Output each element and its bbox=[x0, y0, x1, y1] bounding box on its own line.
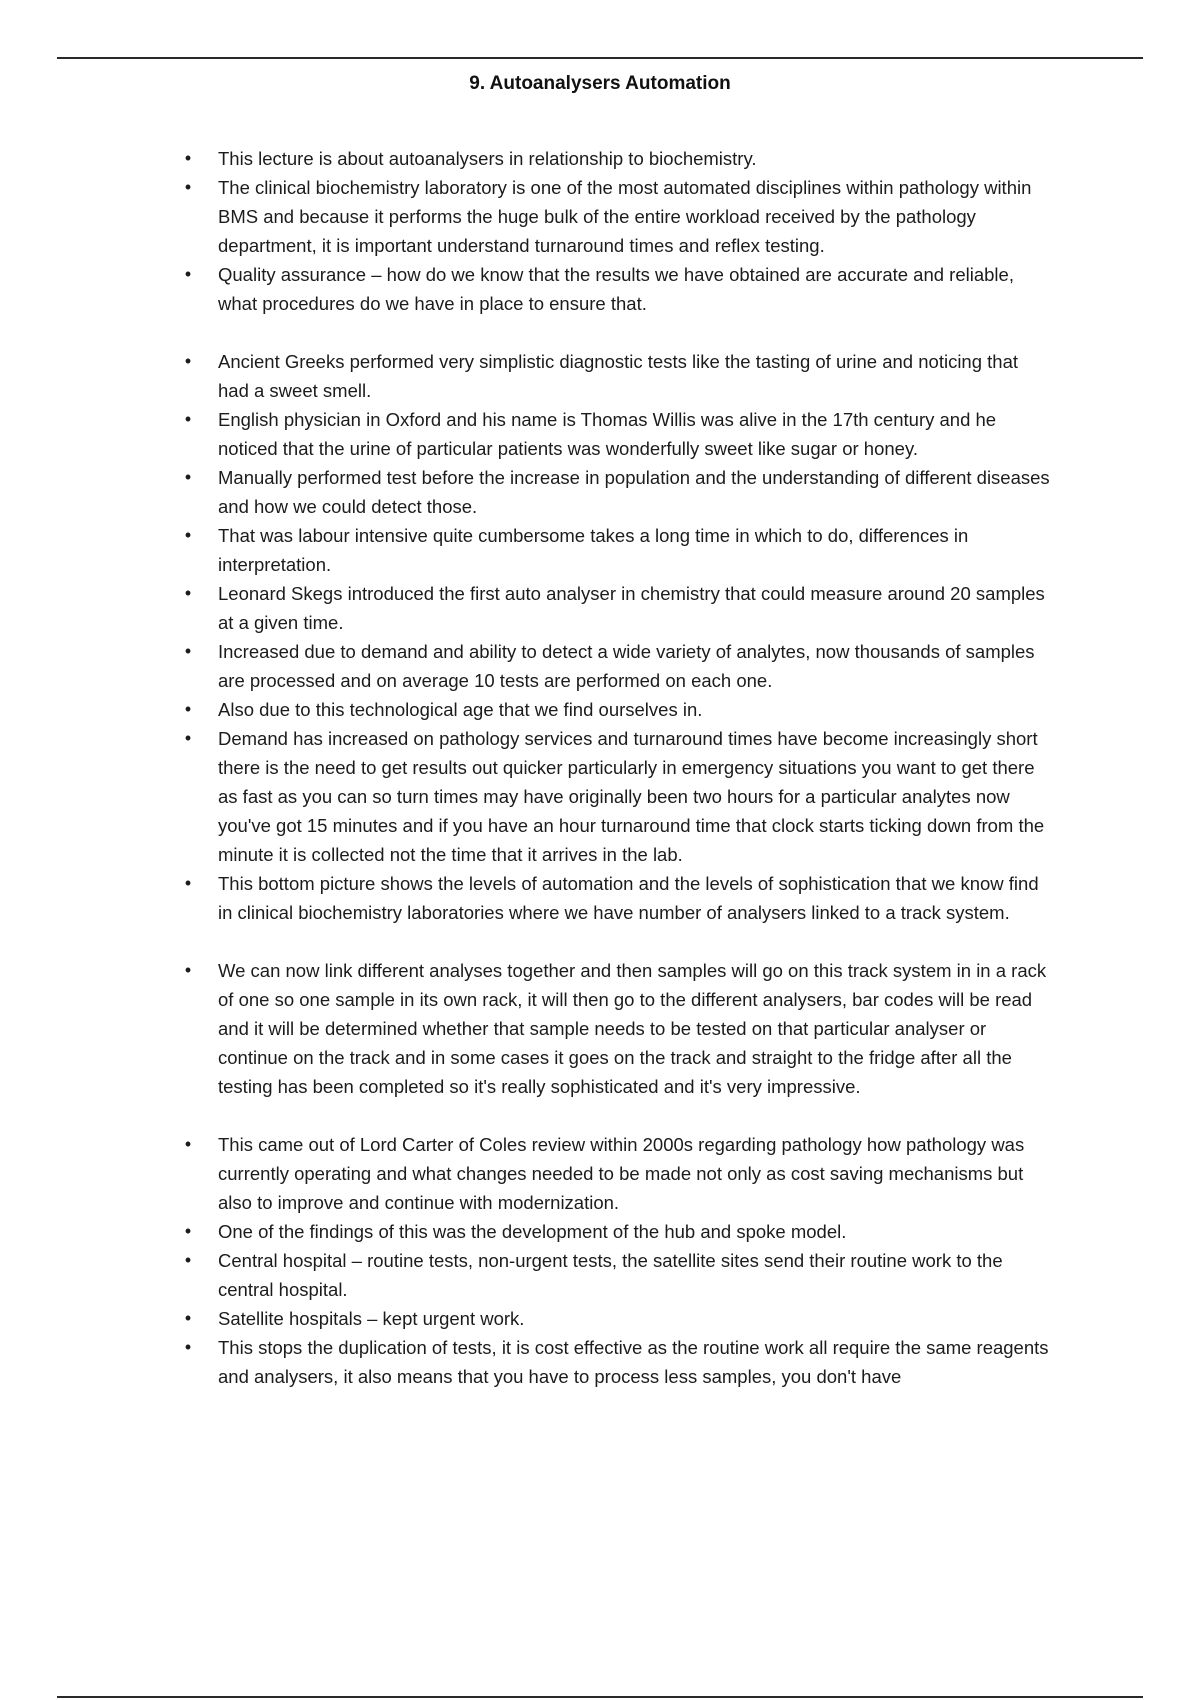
list-item-text: Manually performed test before the increase in population and the understanding of different diseases and how we could detect those. bbox=[218, 467, 1050, 517]
bullet-icon: • bbox=[184, 960, 192, 980]
list-item-text: This bottom picture shows the levels of automation and the levels of sophistication that we know find in clinical biochemistry laboratories where we have number of analysers linked to a track system. bbox=[218, 873, 1039, 923]
list-item-text: Demand has increased on pathology services and turnaround times have become increasingly short there is the need to get results out quicker particularly in emergency situations you want to get there as fast as you can so turn times may have originally been two hours for a particular analytes now you've got 15 minutes and if you have an hour turnaround time that clock starts ticking down from the minute it is collected not the time that it arrives in the lab. bbox=[218, 728, 1045, 865]
list-item bbox=[0, 144, 1053, 173]
list-item bbox=[0, 637, 1053, 695]
bullet-icon: • bbox=[184, 351, 192, 371]
list-item bbox=[0, 173, 1053, 260]
bullet-icon: • bbox=[184, 264, 192, 284]
list-item-text: Leonard Skegs introduced the first auto analyser in chemistry that could measure around 20 samples at a given time. bbox=[218, 583, 1045, 633]
bullet-icon: • bbox=[184, 1308, 192, 1328]
list-item-text: Central hospital – routine tests, non-urgent tests, the satellite sites send their routine work to the central hospital. bbox=[218, 1250, 1003, 1300]
bullet-group bbox=[0, 347, 1200, 927]
bullet-icon: • bbox=[184, 699, 192, 719]
bottom-rule bbox=[57, 1696, 1143, 1698]
bullet-icon: • bbox=[184, 728, 192, 748]
bullet-icon: • bbox=[184, 177, 192, 197]
bullet-icon: • bbox=[184, 1134, 192, 1154]
list-item-text: Increased due to demand and ability to detect a wide variety of analytes, now thousands of samples are processed and on average 10 tests are performed on each one. bbox=[218, 641, 1035, 691]
bullet-group bbox=[0, 144, 1200, 318]
list-item bbox=[0, 579, 1053, 637]
list-item bbox=[0, 1130, 1053, 1217]
list-item bbox=[0, 956, 1053, 1101]
document-body bbox=[0, 144, 1200, 1420]
list-item-text: English physician in Oxford and his name is Thomas Willis was alive in the 17th century and he noticed that the urine of particular patients was wonderfully sweet like sugar or honey. bbox=[218, 409, 997, 459]
list-item-text: We can now link different analyses together and then samples will go on this track system in in a rack of one so one sample in its own rack, it will then go to the different analysers, bar codes will be read and it will be determined whether that sample needs to be tested on that particular analyser or continue on the track and in some cases it goes on the track and straight to the fridge after all the testing has been completed so it's really sophisticated and it's very impressive. bbox=[218, 960, 1047, 1097]
list-item bbox=[0, 1304, 1053, 1333]
list-item bbox=[0, 463, 1053, 521]
list-item bbox=[0, 521, 1053, 579]
bullet-icon: • bbox=[184, 409, 192, 429]
list-item-text: The clinical biochemistry laboratory is one of the most automated disciplines within pathology within BMS and because it performs the huge bulk of the entire workload received by the pathology department, it is important understand turnaround times and reflex testing. bbox=[218, 177, 1032, 256]
list-item bbox=[0, 260, 1053, 318]
list-item-text: This came out of Lord Carter of Coles review within 2000s regarding pathology how pathology was currently operating and what changes needed to be made not only as cost saving mechanisms but also to improve and continue with modernization. bbox=[218, 1134, 1025, 1213]
list-item bbox=[0, 1246, 1053, 1304]
list-item bbox=[0, 695, 1053, 724]
page-title: 9. Autoanalysers Automation bbox=[469, 73, 731, 94]
bullet-icon: • bbox=[184, 1250, 192, 1270]
list-item-text: Quality assurance – how do we know that the results we have obtained are accurate and reliable, what procedures do we have in place to ensure that. bbox=[218, 264, 1014, 314]
bullet-icon: • bbox=[184, 148, 192, 168]
list-item bbox=[0, 1333, 1053, 1391]
list-item bbox=[0, 724, 1053, 869]
list-item-text: This stops the duplication of tests, it is cost effective as the routine work all require the same reagents and analysers, it also means that you have to process less samples, you don't have bbox=[218, 1337, 1049, 1387]
bullet-icon: • bbox=[184, 1221, 192, 1241]
bullet-icon: • bbox=[184, 1337, 192, 1357]
bullet-icon: • bbox=[184, 583, 192, 603]
list-item bbox=[0, 869, 1053, 927]
list-item bbox=[0, 347, 1053, 405]
bullet-icon: • bbox=[184, 873, 192, 893]
list-item-text: One of the findings of this was the development of the hub and spoke model. bbox=[218, 1221, 847, 1242]
bullet-icon: • bbox=[184, 641, 192, 661]
list-item bbox=[0, 405, 1053, 463]
list-item-text: Also due to this technological age that we find ourselves in. bbox=[218, 699, 703, 720]
list-item-text: Ancient Greeks performed very simplistic diagnostic tests like the tasting of urine and noticing that had a sweet smell. bbox=[218, 351, 1018, 401]
top-rule bbox=[57, 57, 1143, 59]
bullet-icon: • bbox=[184, 525, 192, 545]
bullet-group bbox=[0, 1130, 1200, 1391]
bullet-group bbox=[0, 956, 1200, 1101]
list-item-text: That was labour intensive quite cumbersome takes a long time in which to do, differences in interpretation. bbox=[218, 525, 969, 575]
list-item-text: Satellite hospitals – kept urgent work. bbox=[218, 1308, 525, 1329]
list-item-text: This lecture is about autoanalysers in relationship to biochemistry. bbox=[218, 148, 757, 169]
bullet-icon: • bbox=[184, 467, 192, 487]
list-item bbox=[0, 1217, 1053, 1246]
